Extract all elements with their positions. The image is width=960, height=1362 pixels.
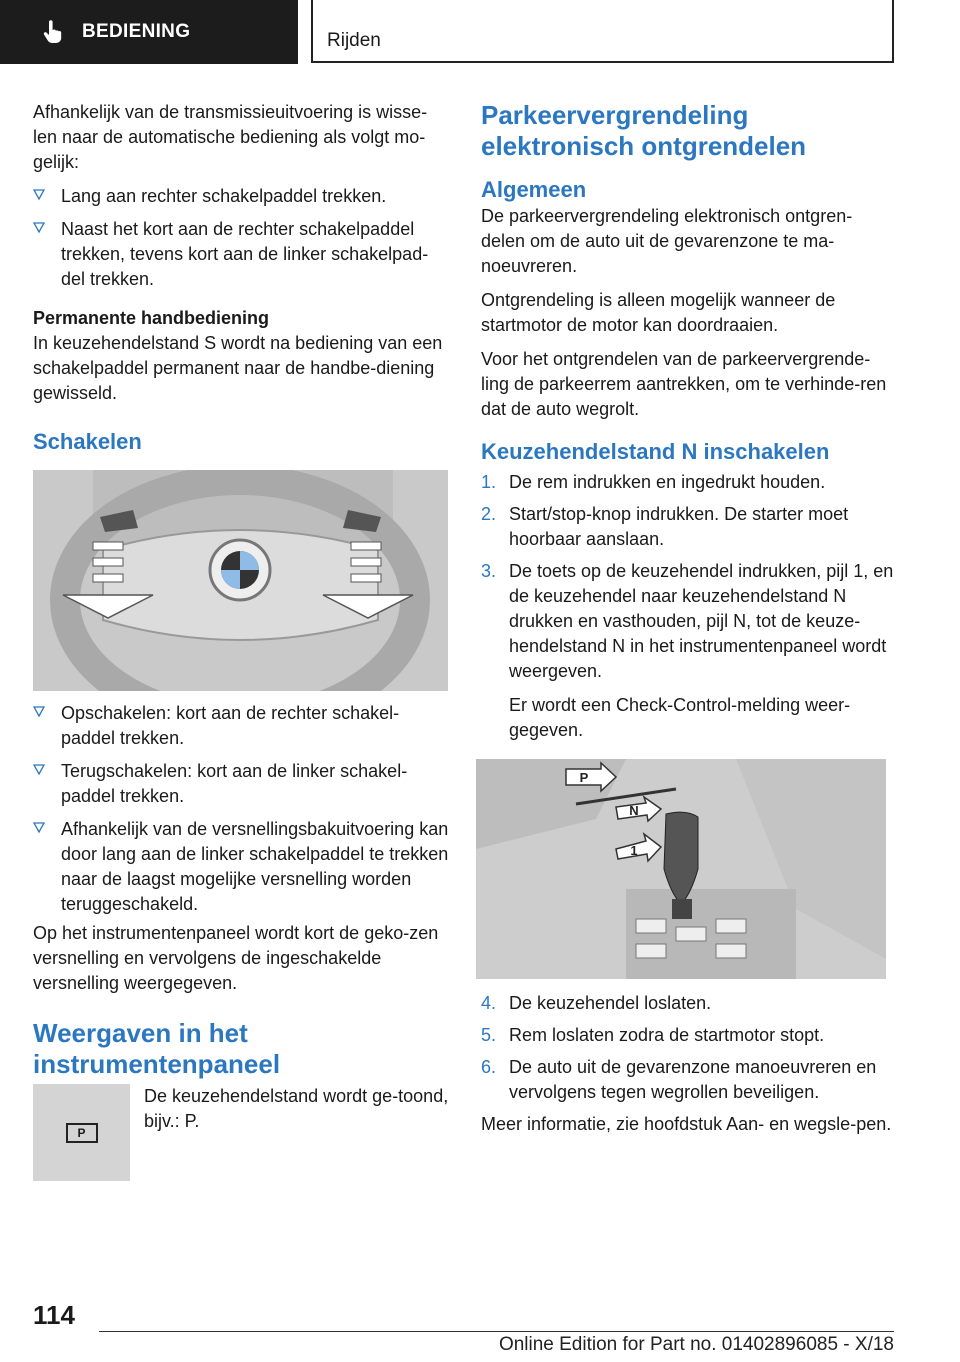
gear-selector-image <box>476 759 886 979</box>
display-row <box>33 1084 449 1181</box>
general-paragraph-1: De parkeervergrendeling elektronisch ontgren-delen om de auto uit de gevarenzone te ma-noeuvreren. <box>481 206 853 276</box>
list-item: Afhankelijk van de versnellingsbakuitvoering kan door lang aan de linker schakelpaddel te trekken naar de laagst mogelijke versnelling worden teruggeschakeld. <box>33 817 449 917</box>
general-heading: Algemeen <box>481 177 587 202</box>
section-tab <box>0 0 298 64</box>
list-item: Naast het kort aan de rechter schakelpaddel trekken, tevens kort aan de linker schakelpad-del trekken. <box>33 217 449 292</box>
triangle-bullet-icon <box>33 822 45 834</box>
page-header <box>0 0 960 66</box>
gear-label-n: N <box>629 803 639 818</box>
intro-bullet-list <box>33 184 449 292</box>
page-number: 114 <box>33 1300 75 1330</box>
triangle-bullet-icon <box>33 706 45 718</box>
footer-divider <box>99 1331 894 1332</box>
shift-after-text: Op het instrumentenpaneel wordt kort de geko-zen versnelling en vervolgens de ingeschakelde versnelling weergegeven. <box>33 923 439 993</box>
list-item: 1. De rem indrukken en ingedrukt houden. <box>481 472 826 492</box>
gear-indicator <box>66 1123 98 1143</box>
gear-selector-illustration <box>476 759 886 979</box>
list-item: Lang aan rechter schakelpaddel trekken. <box>33 184 449 209</box>
list-item: 6. De auto uit de gevarenzone manoeuvreren en vervolgens tegen wegrollen beveiligen. <box>481 1057 877 1102</box>
list-item: Terugschakelen: kort aan de linker schakel-paddel trekken. <box>33 759 449 809</box>
shifting-heading: Schakelen <box>33 429 142 454</box>
general-paragraph-2: Ontgrendeling is alleen mogelijk wanneer de startmotor de motor kan doordraaien. <box>481 290 836 335</box>
steps-list-a <box>481 470 895 743</box>
gear-label-one: 1 <box>630 843 638 858</box>
list-item: 5. Rem loslaten zodra de startmotor stopt. <box>481 1025 825 1045</box>
permanent-manual-text: In keuzehendelstand S wordt na bediening van een schakelpaddel permanent naar de handbe-diening gewisseld. <box>33 333 443 403</box>
shift-bullet-list <box>33 701 449 917</box>
permanent-manual-heading: Permanente handbediening <box>33 308 270 328</box>
triangle-bullet-icon <box>33 189 45 201</box>
general-paragraph-3: Voor het ontgrendelen van de parkeervergrende-ling de parkeerrem aantrekken, om te verhinde-ren dat de auto wegrolt. <box>481 349 887 419</box>
neutral-heading: Keuzehendelstand N inschakelen <box>481 439 830 464</box>
section-label: BEDIENING <box>82 21 191 42</box>
page-title: Parkeervergrendeling elektronisch ontgrendelen <box>481 100 807 161</box>
chapter-box <box>311 0 894 63</box>
triangle-bullet-icon <box>33 764 45 776</box>
steering-wheel-illustration <box>33 470 448 691</box>
list-item: 4. De keuzehendel loslaten. <box>481 993 712 1013</box>
display-heading: Weergaven in het instrumentenpaneel <box>33 1018 281 1079</box>
hand-pointer-icon <box>40 19 66 45</box>
triangle-bullet-icon <box>33 222 45 234</box>
list-item: 2. Start/stop-knop indrukken. De starter moet hoorbaar aanslaan. <box>481 504 849 549</box>
instrument-display-image <box>33 1084 130 1181</box>
edition-info: Online Edition for Part no. 01402896085 - X/18 <box>498 1334 894 1355</box>
intro-paragraph: Afhankelijk van de transmissieuitvoering is wisse-len naar de automatische bediening als volgt mo-gelijk: <box>33 102 428 172</box>
list-item: 3. De toets op de keuzehendel indrukken, pijl 1, en de keuzehendel naar keuzehendelstand N drukken en vasthouden, pijl N, tot de keuze-hendelstand N in het instrumentenpaneel wordt weergeven. Er wordt een Check-Control-melding weer-gegeven. <box>481 559 895 743</box>
steps-list-b <box>481 991 895 1105</box>
more-info-text: Meer informatie, zie hoofdstuk Aan- en wegsle-pen. <box>481 1114 892 1134</box>
display-text: De keuzehendelstand wordt ge-toond, bijv.: P. <box>144 1086 449 1131</box>
chapter-label: Rijden <box>327 30 381 51</box>
right-column <box>481 100 895 1146</box>
steering-wheel-image <box>33 470 448 691</box>
gear-indicator-symbol: P <box>77 1125 86 1140</box>
left-column <box>33 100 449 1181</box>
gear-label-p: P <box>579 770 589 785</box>
list-item: Opschakelen: kort aan de rechter schakel-paddel trekken. <box>33 701 449 751</box>
step3-note: Er wordt een Check-Control-melding weer-gegeven. <box>509 695 851 740</box>
